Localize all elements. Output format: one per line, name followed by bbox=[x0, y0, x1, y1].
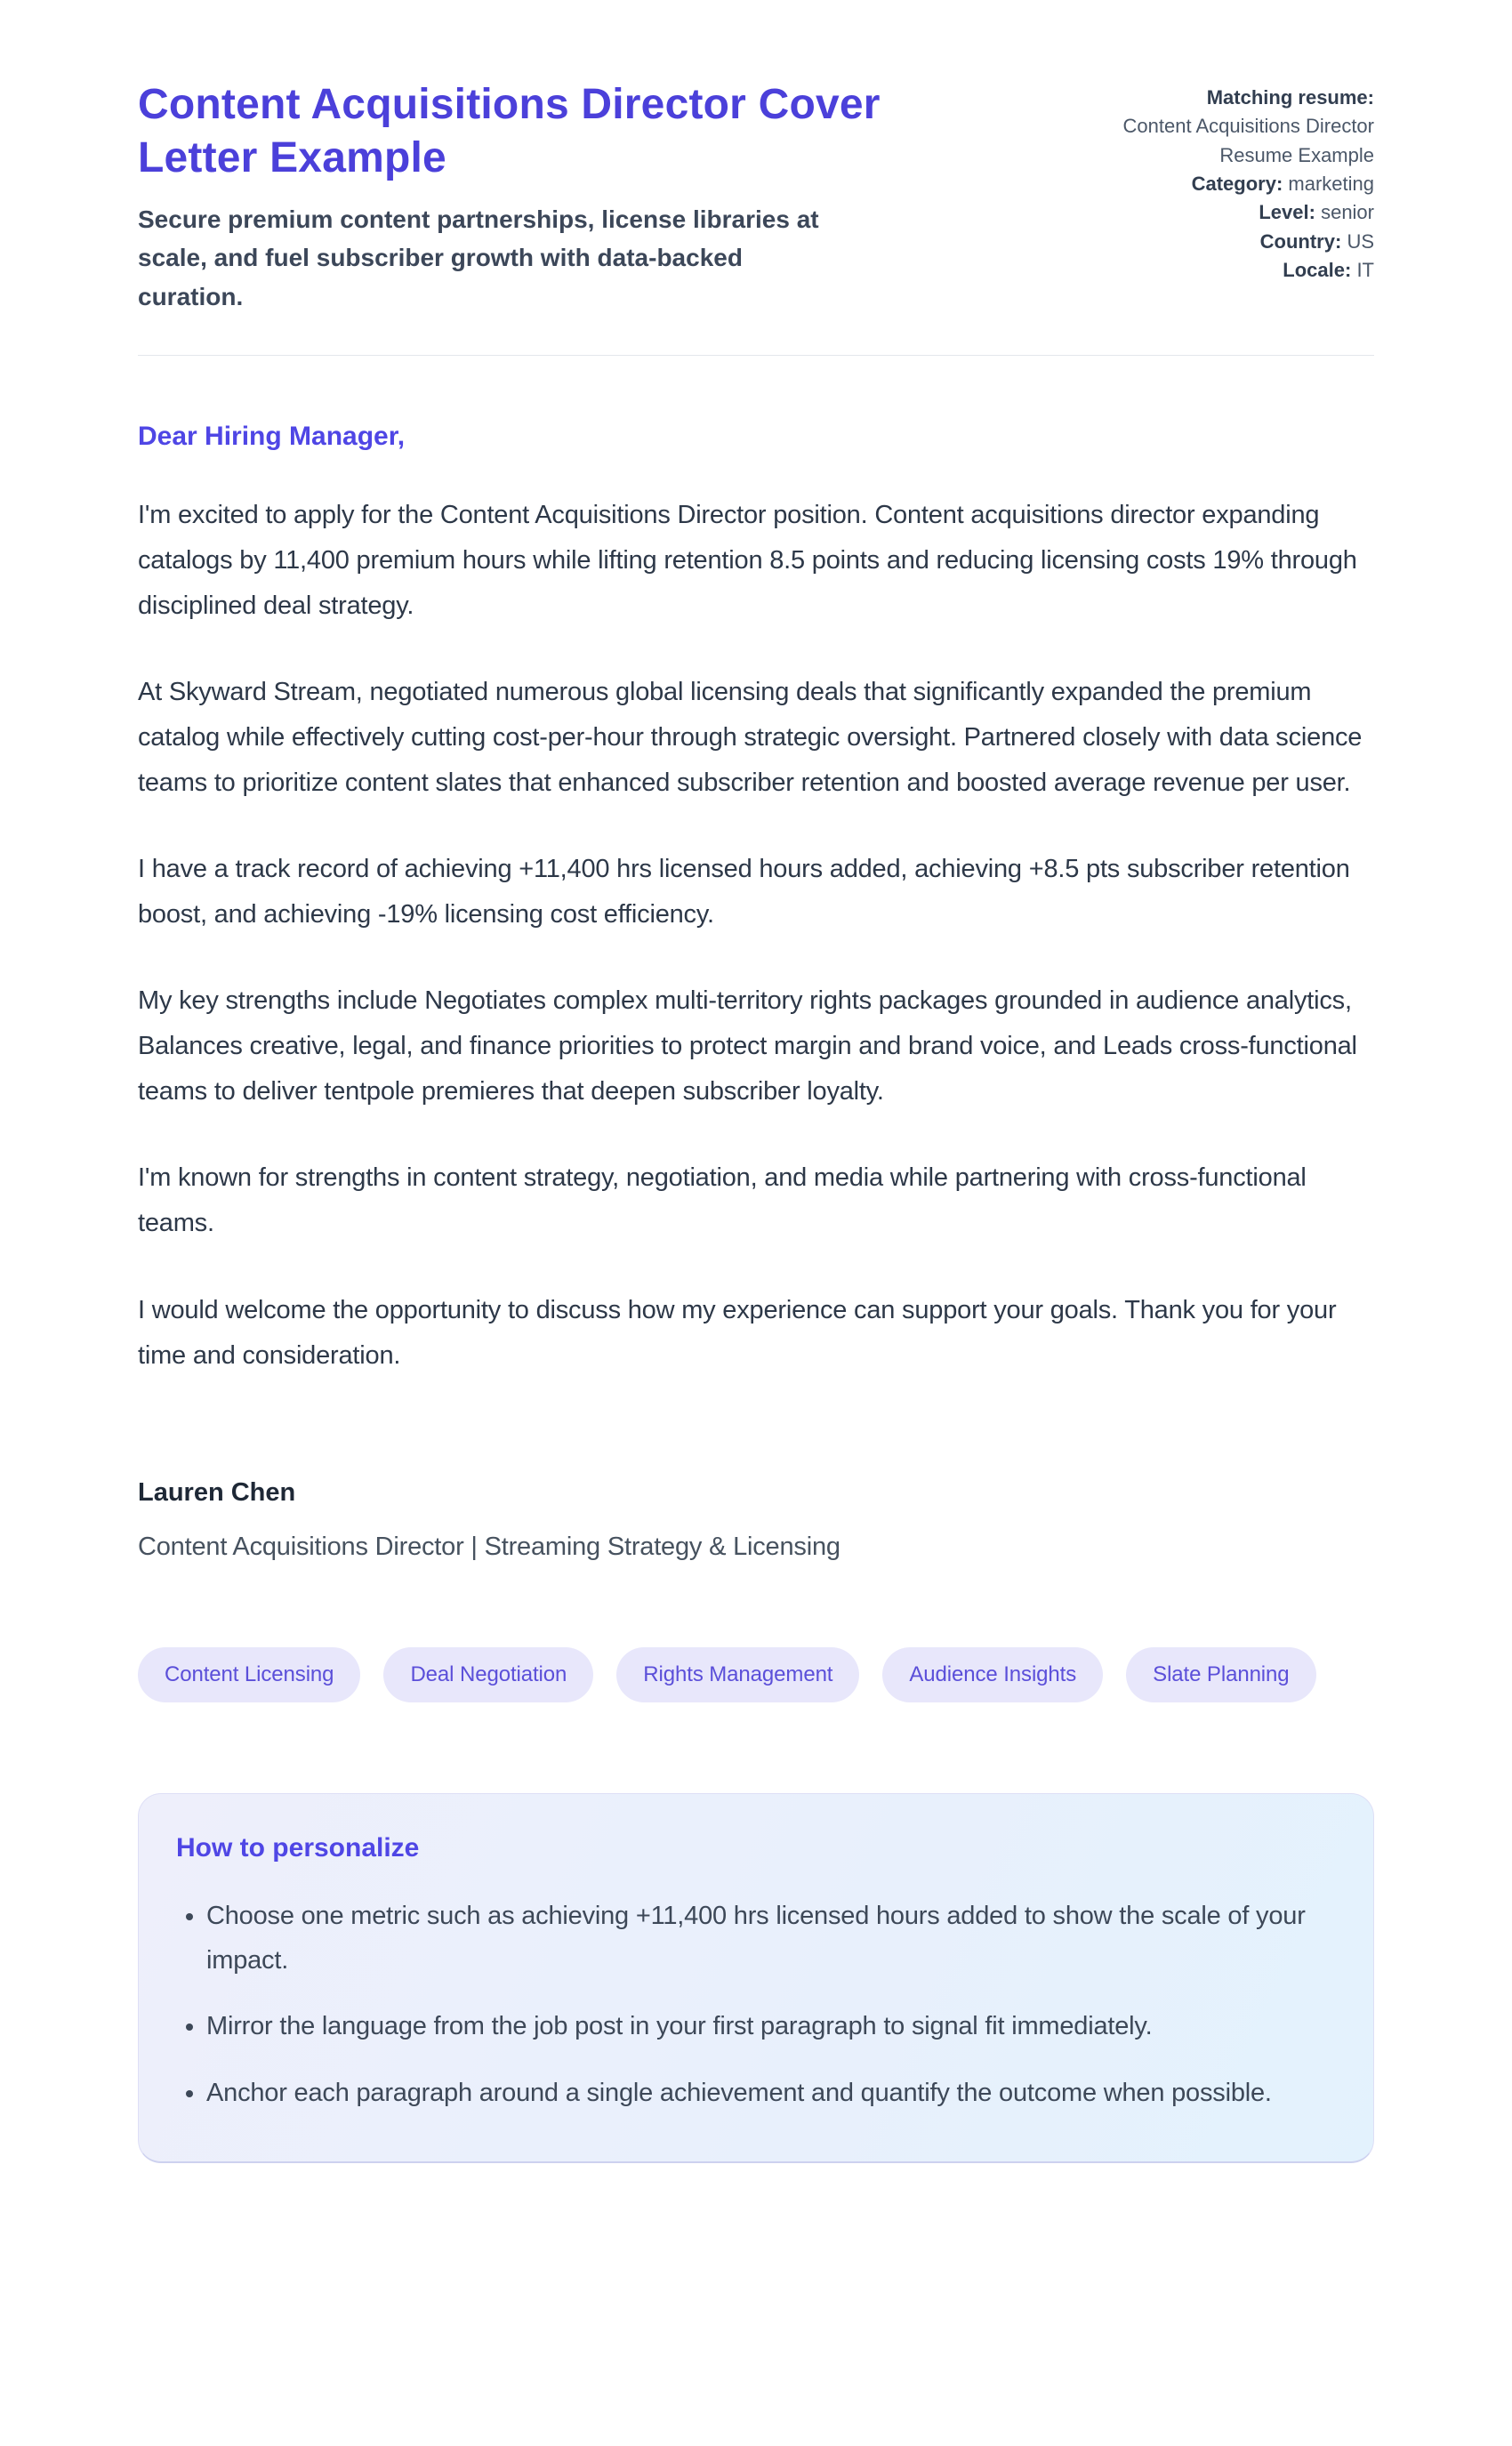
resume-meta bbox=[1098, 78, 1374, 285]
meta-field-value: marketing bbox=[1288, 172, 1374, 195]
meta-field-value: US bbox=[1347, 229, 1374, 253]
meta-field-value: senior bbox=[1321, 201, 1374, 224]
letter-body bbox=[138, 422, 1374, 1561]
meta-field-label: Locale: bbox=[1283, 258, 1352, 281]
meta-field-locale bbox=[1098, 256, 1374, 285]
skill-tags bbox=[138, 1647, 1374, 1702]
tip-item-1: • Choose one metric such as achieving +11,400 hrs licensed hours added to show the scale of your impact. bbox=[206, 1894, 1336, 1983]
tips-card bbox=[138, 1793, 1374, 2164]
letter-paragraph-4: My key strengths include Negotiates complex multi-territory rights packages grounded in audience analytics, Balances creative, legal, and finance priorities to protect margin and brand voice, and Leads cross-functional teams to deliver tentpole premieres that deepen subscriber loyalty. bbox=[138, 986, 1357, 1106]
tip-item-2: • Mirror the language from the job post in your first paragraph to signal fit immediately. bbox=[206, 2004, 1336, 2048]
meta-field-country bbox=[1098, 228, 1374, 256]
greeting: Dear Hiring Manager, bbox=[138, 422, 406, 452]
meta-field-level bbox=[1098, 198, 1374, 227]
divider bbox=[138, 355, 1374, 356]
header-left bbox=[138, 78, 1063, 316]
tips-title: How to personalize bbox=[176, 1832, 420, 1863]
cover-letter-page bbox=[138, 0, 1374, 2163]
tag-pill-rights-management[interactable]: Rights Management bbox=[616, 1647, 859, 1702]
tag-pill-audience-insights[interactable]: Audience Insights bbox=[882, 1647, 1103, 1702]
meta-field-value: IT bbox=[1356, 258, 1374, 281]
letter-paragraph-3: I have a track record of achieving +11,400 hrs licensed hours added, achieving +8.5 pts subscriber retention boost, and achieving -19% licensing cost efficiency. bbox=[138, 855, 1350, 929]
tips-list bbox=[176, 1894, 1336, 2116]
letter-paragraph-1: I'm excited to apply for the Content Acquisitions Director position. Content acquisitions director expanding catalogs by 11,400 premium hours while lifting retention 8.5 points and reducing licensing costs 19% through disciplined deal strategy. bbox=[138, 501, 1357, 621]
signature-role: Content Acquisitions Director | Streaming Strategy & Licensing bbox=[138, 1532, 840, 1561]
header bbox=[138, 78, 1374, 316]
meta-field-category bbox=[1098, 170, 1374, 198]
page-title: Content Acquisitions Director Cover Letter Example bbox=[138, 81, 881, 182]
meta-field-label: Country: bbox=[1259, 229, 1342, 253]
meta-field-label: Level: bbox=[1259, 201, 1315, 224]
meta-field-label: Category: bbox=[1191, 172, 1283, 195]
page-subtitle: Secure premium content partnerships, license libraries at scale, and fuel subscriber growth with data-backed curation. bbox=[138, 205, 819, 310]
matching-resume-label: Matching resume: bbox=[1206, 86, 1374, 109]
tip-item-3: • Anchor each paragraph around a single achievement and quantify the outcome when possible. bbox=[206, 2071, 1336, 2115]
tag-pill-content-licensing[interactable]: Content Licensing bbox=[138, 1647, 360, 1702]
letter-paragraph-6: I would welcome the opportunity to discuss how my experience can support your goals. Thank you for your time and consideration. bbox=[138, 1295, 1337, 1370]
letter-paragraph-5: I'm known for strengths in content strategy, negotiation, and media while partnering with cross-functional teams. bbox=[138, 1163, 1307, 1238]
tag-pill-deal-negotiation[interactable]: Deal Negotiation bbox=[383, 1647, 593, 1702]
matching-resume-link[interactable]: Content Acquisitions Director Resume Example bbox=[1122, 115, 1374, 166]
letter-paragraph-2: At Skyward Stream, negotiated numerous global licensing deals that significantly expanded the premium catalog while effectively cutting cost-per-hour through strategic oversight. Partnered closely with data science teams to prioritize content slates that enhanced subscriber retention and boosted average revenue per user. bbox=[138, 678, 1363, 798]
signature-name: Lauren Chen bbox=[138, 1477, 296, 1507]
tag-pill-slate-planning[interactable]: Slate Planning bbox=[1126, 1647, 1315, 1702]
